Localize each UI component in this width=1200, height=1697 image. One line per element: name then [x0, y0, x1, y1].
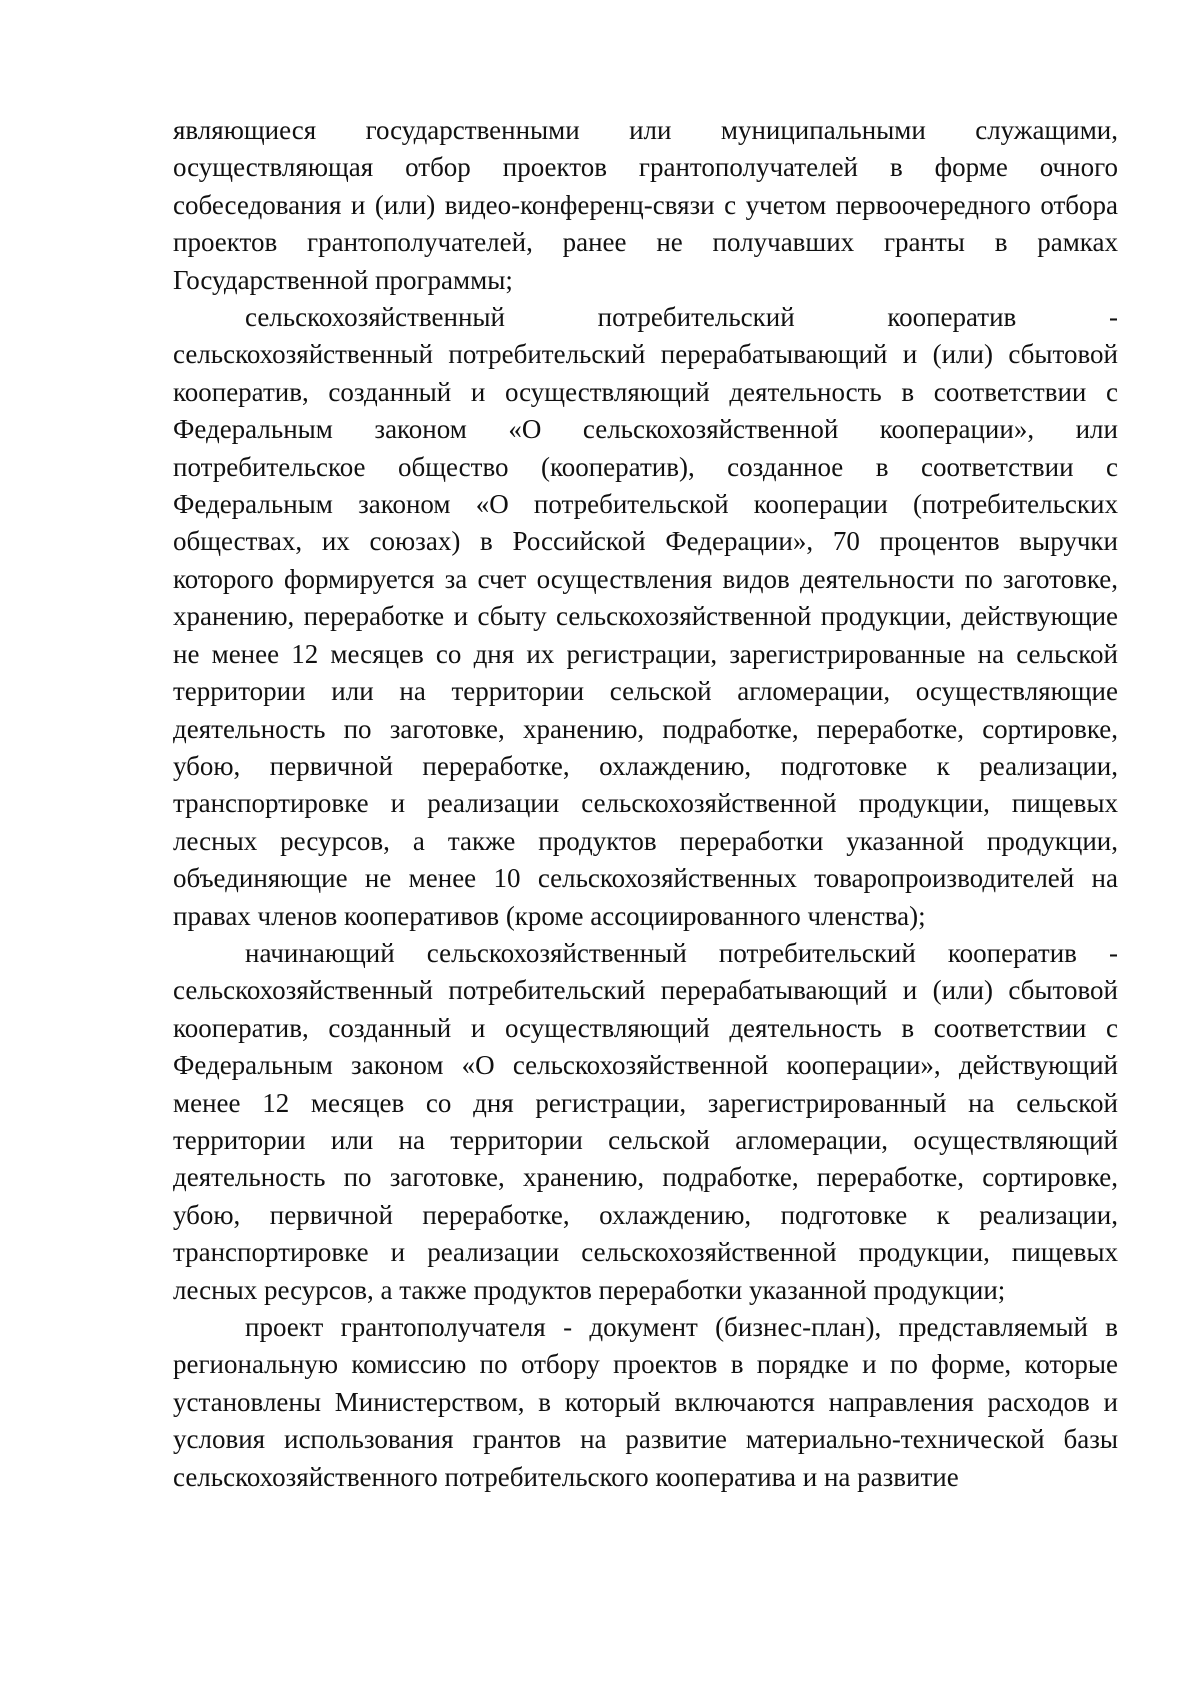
paragraph-grantee-project-definition: проект грантополучателя - документ (бизнес-план), представляемый в региональную комиссию по отбору проектов в порядке и по форме, которые установлены Министерством, в который включаются направления расходов и условия использования грантов на развитие материально-технической базы сельскохозяйственного потребительского кооператива и на развитие: [173, 1312, 1118, 1492]
document-body: [173, 112, 1118, 1496]
paragraph-agricultural-cooperative-definition: сельскохозяйственный потребительский кооператив - сельскохозяйственный потребительский перерабатывающий и (или) сбытовой кооператив, созданный и осуществляющий деятельность в соответствии с Федеральным законом «О сельскохозяйственной кооперации», или потребительское общество (кооператив), созданное в соответствии с Федеральным законом «О потребительской кооперации (потребительских обществах, их союзах) в Российской Федерации», 70 процентов выручки которого формируется за счет осуществления видов деятельности по заготовке, хранению, переработке и сбыту сельскохозяйственной продукции, действующие не менее 12 месяцев со дня их регистрации, зарегистрированные на сельской территории или на территории сельской агломерации, осуществляющие деятельность по заготовке, хранению, подработке, переработке, сортировке, убою, первичной переработке, охлаждению, подготовке к реализации, транспортировке и реализации сельскохозяйственной продукции, пищевых лесных ресурсов, а также продуктов переработки указанной продукции, объединяющие не менее 10 сельскохозяйственных товаропроизводителей на правах членов кооперативов (кроме ассоциированного членства);: [173, 302, 1118, 931]
paragraph-continuation: являющиеся государственными или муниципальными служащими, осуществляющая отбор проектов грантополучателей в форме очного собеседования и (или) видео-конференц-связи с учетом первоочередного отбора проектов грантополучателей, ранее не получавших гранты в рамках Государственной программы;: [173, 115, 1118, 295]
paragraph-starting-cooperative-definition: начинающий сельскохозяйственный потребительский кооператив - сельскохозяйственный потребительский перерабатывающий и (или) сбытовой кооператив, созданный и осуществляющий деятельность в соответствии с Федеральным законом «О сельскохозяйственной кооперации», действующий менее 12 месяцев со дня регистрации, зарегистрированный на сельской территории или на территории сельской агломерации, осуществляющий деятельность по заготовке, хранению, подработке, переработке, сортировке, убою, первичной переработке, охлаждению, подготовке к реализации, транспортировке и реализации сельскохозяйственной продукции, пищевых лесных ресурсов, а также продуктов переработки указанной продукции;: [173, 937, 1118, 1305]
